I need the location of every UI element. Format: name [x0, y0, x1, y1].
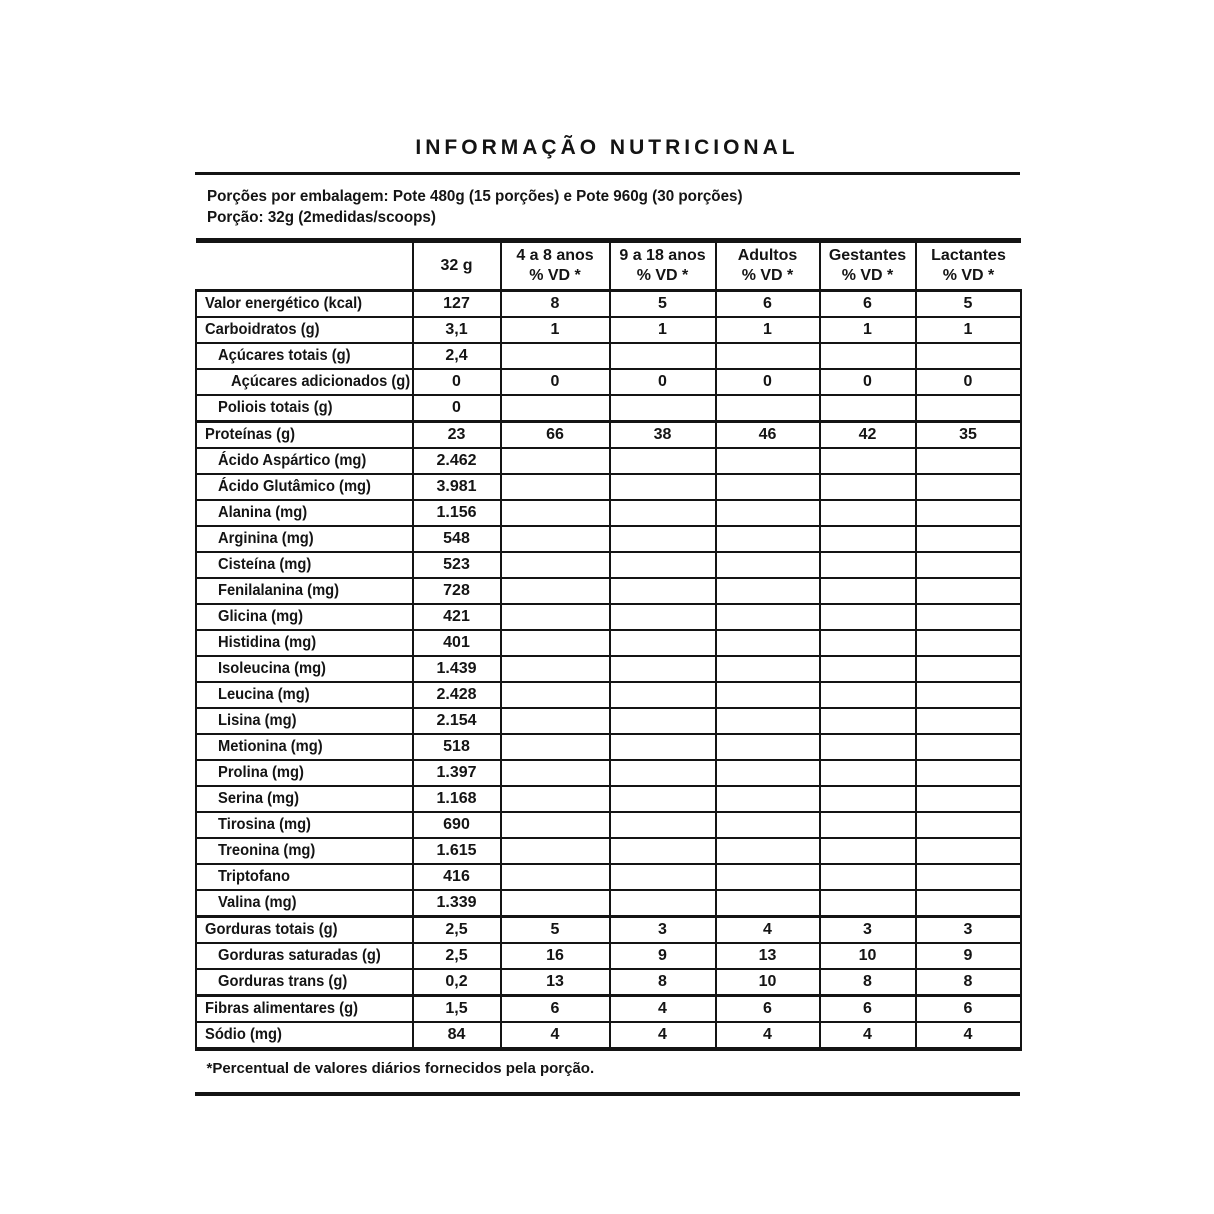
row-amount: 1.339 [413, 890, 501, 917]
row-amount: 3.981 [413, 474, 501, 500]
row-amount: 127 [413, 291, 501, 318]
row-vd-value: 1 [916, 317, 1021, 343]
row-amount: 23 [413, 422, 501, 449]
row-vd-value [716, 343, 820, 369]
row-label-cell [196, 708, 413, 734]
row-label-cell [196, 448, 413, 474]
row-vd-value [501, 578, 610, 604]
table-header [196, 241, 1021, 291]
header-group-subtitle: % VD * [636, 267, 689, 284]
row-label-cell [196, 526, 413, 552]
row-vd-value: 10 [820, 943, 916, 969]
row-vd-value [820, 760, 916, 786]
row-vd-value: 4 [610, 996, 716, 1023]
row-vd-value [916, 708, 1021, 734]
row-vd-value [916, 343, 1021, 369]
table-row [196, 317, 1021, 343]
row-vd-value [716, 604, 820, 630]
table-row [196, 760, 1021, 786]
row-vd-value [820, 395, 916, 422]
row-amount: 0,2 [413, 969, 501, 996]
table-row [196, 578, 1021, 604]
row-label: Histidina (mg) [217, 634, 316, 651]
row-vd-value [820, 682, 916, 708]
table-row [196, 474, 1021, 500]
row-vd-value [820, 552, 916, 578]
header-amount: 32 g [413, 241, 501, 291]
row-amount: 523 [413, 552, 501, 578]
row-vd-value [610, 760, 716, 786]
row-vd-value [916, 682, 1021, 708]
row-label-cell [196, 734, 413, 760]
row-vd-value [501, 864, 610, 890]
row-vd-value [916, 500, 1021, 526]
row-vd-value [916, 890, 1021, 917]
row-vd-value [820, 343, 916, 369]
row-vd-value [916, 812, 1021, 838]
row-label: Lisina (mg) [217, 712, 297, 729]
row-vd-value [716, 474, 820, 500]
header-group-subtitle: % VD * [841, 267, 894, 284]
row-vd-value [610, 552, 716, 578]
row-amount: 416 [413, 864, 501, 890]
table-body [196, 291, 1021, 1050]
row-label: Ácido Aspártico (mg) [217, 452, 366, 469]
table-row [196, 604, 1021, 630]
row-vd-value [716, 734, 820, 760]
row-label-cell [196, 890, 413, 917]
row-vd-value [916, 838, 1021, 864]
row-amount: 1,5 [413, 996, 501, 1023]
row-amount: 1.397 [413, 760, 501, 786]
header-row [196, 241, 1021, 291]
row-vd-value: 42 [820, 422, 916, 449]
row-vd-value [716, 656, 820, 682]
row-vd-value: 6 [820, 291, 916, 318]
row-amount: 690 [413, 812, 501, 838]
row-vd-value: 6 [820, 996, 916, 1023]
row-amount: 2,5 [413, 917, 501, 944]
row-vd-value [501, 500, 610, 526]
row-vd-value [716, 500, 820, 526]
row-vd-value [916, 448, 1021, 474]
row-vd-value: 6 [716, 996, 820, 1023]
table-row [196, 996, 1021, 1023]
table-row [196, 838, 1021, 864]
row-label: Isoleucina (mg) [217, 660, 326, 677]
row-vd-value [610, 708, 716, 734]
row-vd-value [716, 786, 820, 812]
row-label: Prolina (mg) [217, 764, 304, 781]
header-group [610, 241, 716, 291]
row-vd-value [820, 864, 916, 890]
row-label-cell [196, 917, 413, 944]
table-row [196, 500, 1021, 526]
row-vd-value [610, 604, 716, 630]
row-label-cell [196, 838, 413, 864]
row-vd-value: 0 [501, 369, 610, 395]
header-group-title: 9 a 18 anos [619, 247, 706, 264]
row-vd-value [501, 760, 610, 786]
row-vd-value [610, 786, 716, 812]
row-label-cell [196, 969, 413, 996]
row-vd-value [610, 682, 716, 708]
table-row [196, 343, 1021, 369]
row-vd-value [501, 708, 610, 734]
row-vd-value [501, 786, 610, 812]
row-vd-value [716, 682, 820, 708]
table-row [196, 448, 1021, 474]
row-label-cell [196, 656, 413, 682]
table-row [196, 682, 1021, 708]
row-vd-value: 3 [916, 917, 1021, 944]
row-vd-value [501, 630, 610, 656]
row-vd-value [916, 552, 1021, 578]
row-vd-value: 8 [501, 291, 610, 318]
row-label-cell [196, 500, 413, 526]
row-vd-value [610, 474, 716, 500]
table-row [196, 943, 1021, 969]
row-label-cell [196, 996, 413, 1023]
row-label: Gorduras trans (g) [217, 973, 347, 990]
row-vd-value [820, 630, 916, 656]
row-vd-value [501, 343, 610, 369]
row-vd-value: 0 [610, 369, 716, 395]
row-vd-value [610, 448, 716, 474]
row-label: Fenilalanina (mg) [217, 582, 339, 599]
row-vd-value: 1 [716, 317, 820, 343]
header-group [916, 241, 1021, 291]
row-label-cell [196, 395, 413, 422]
row-vd-value: 5 [501, 917, 610, 944]
row-label: Gorduras saturadas (g) [217, 947, 381, 964]
table-row [196, 708, 1021, 734]
row-label: Alanina (mg) [217, 504, 307, 521]
row-amount: 728 [413, 578, 501, 604]
row-vd-value: 6 [916, 996, 1021, 1023]
row-vd-value [716, 578, 820, 604]
row-label-cell [196, 682, 413, 708]
header-group-subtitle: % VD * [741, 267, 794, 284]
row-label-cell [196, 552, 413, 578]
row-vd-value [820, 812, 916, 838]
table-row [196, 422, 1021, 449]
row-amount: 421 [413, 604, 501, 630]
header-group-title: Adultos [737, 247, 798, 264]
row-vd-value [501, 656, 610, 682]
row-vd-value: 16 [501, 943, 610, 969]
row-label: Fibras alimentares (g) [204, 1000, 358, 1017]
row-label-cell [196, 943, 413, 969]
row-vd-value: 8 [820, 969, 916, 996]
row-vd-value [820, 474, 916, 500]
footnote-text: *Percentual de valores diários fornecidos pela porção. [206, 1060, 595, 1077]
serving-size-text: Porção: 32g (2medidas/scoops) [206, 209, 436, 226]
row-vd-value [501, 526, 610, 552]
row-vd-value: 1 [501, 317, 610, 343]
row-vd-value: 3 [610, 917, 716, 944]
row-vd-value [820, 786, 916, 812]
table-row [196, 630, 1021, 656]
nutrition-table [195, 238, 1022, 1051]
row-vd-value [820, 448, 916, 474]
table-row [196, 812, 1021, 838]
row-vd-value [610, 578, 716, 604]
row-amount: 84 [413, 1022, 501, 1049]
row-vd-value [716, 448, 820, 474]
row-label: Açúcares totais (g) [217, 347, 351, 364]
row-vd-value [610, 630, 716, 656]
row-label-cell [196, 291, 413, 318]
row-label: Açúcares adicionados (g) [230, 373, 410, 390]
table-row [196, 786, 1021, 812]
row-vd-value: 1 [820, 317, 916, 343]
row-label: Gorduras totais (g) [204, 921, 337, 938]
row-vd-value [716, 630, 820, 656]
row-vd-value [916, 656, 1021, 682]
row-vd-value [716, 552, 820, 578]
table-row [196, 552, 1021, 578]
row-label-cell [196, 604, 413, 630]
row-label-cell [196, 578, 413, 604]
row-vd-value [820, 890, 916, 917]
nutrition-label [195, 0, 1020, 1096]
row-amount: 1.168 [413, 786, 501, 812]
row-label-cell [196, 343, 413, 369]
header-group [501, 241, 610, 291]
table-row [196, 969, 1021, 996]
row-vd-value: 8 [916, 969, 1021, 996]
row-vd-value: 4 [501, 1022, 610, 1049]
row-vd-value [610, 864, 716, 890]
row-vd-value [501, 448, 610, 474]
row-vd-value [916, 474, 1021, 500]
row-vd-value [610, 395, 716, 422]
row-vd-value [916, 734, 1021, 760]
row-vd-value: 1 [610, 317, 716, 343]
header-group-title: 4 a 8 anos [516, 247, 594, 264]
row-vd-value [716, 864, 820, 890]
row-label: Tirosina (mg) [217, 816, 311, 833]
row-vd-value: 4 [916, 1022, 1021, 1049]
row-vd-value [916, 395, 1021, 422]
footnote [195, 1051, 1020, 1096]
row-label: Treonina (mg) [217, 842, 315, 859]
row-label-cell [196, 864, 413, 890]
row-vd-value [820, 838, 916, 864]
row-amount: 1.439 [413, 656, 501, 682]
row-vd-value: 0 [716, 369, 820, 395]
row-vd-value [610, 526, 716, 552]
row-vd-value [820, 578, 916, 604]
row-label-cell [196, 369, 413, 395]
row-vd-value [716, 760, 820, 786]
row-label: Glicina (mg) [217, 608, 303, 625]
table-row [196, 1022, 1021, 1049]
header-group-title: Lactantes [931, 247, 1006, 264]
row-label: Valor energético (kcal) [204, 295, 362, 312]
row-amount: 0 [413, 369, 501, 395]
row-label: Arginina (mg) [217, 530, 314, 547]
row-vd-value [610, 838, 716, 864]
row-vd-value [501, 812, 610, 838]
row-vd-value [916, 578, 1021, 604]
table-row [196, 734, 1021, 760]
row-vd-value [610, 343, 716, 369]
servings-per-package-text: Porções por embalagem: Pote 480g (15 porções) e Pote 960g (30 porções) [206, 188, 743, 205]
header-group-subtitle: % VD * [942, 267, 995, 284]
row-vd-value: 5 [610, 291, 716, 318]
row-vd-value [716, 812, 820, 838]
row-label: Carboidratos (g) [204, 321, 319, 338]
row-label-cell [196, 1022, 413, 1049]
row-vd-value [916, 760, 1021, 786]
row-vd-value [916, 786, 1021, 812]
row-vd-value [501, 474, 610, 500]
header-group-title: Gestantes [828, 247, 907, 264]
table-row [196, 395, 1021, 422]
row-vd-value [916, 526, 1021, 552]
row-vd-value [716, 890, 820, 917]
row-label-cell [196, 317, 413, 343]
row-vd-value [501, 734, 610, 760]
row-vd-value [916, 630, 1021, 656]
row-label: Triptofano [217, 868, 290, 885]
row-vd-value: 8 [610, 969, 716, 996]
table-row [196, 656, 1021, 682]
row-label: Valina (mg) [217, 894, 297, 911]
row-amount: 548 [413, 526, 501, 552]
serving-size-line [207, 207, 1020, 228]
row-label: Ácido Glutâmico (mg) [217, 478, 371, 495]
row-vd-value: 4 [610, 1022, 716, 1049]
row-amount: 2.154 [413, 708, 501, 734]
row-vd-value [820, 500, 916, 526]
serving-info [195, 172, 1020, 238]
row-vd-value [716, 395, 820, 422]
row-vd-value [501, 890, 610, 917]
row-label: Cisteína (mg) [217, 556, 311, 573]
row-label-cell [196, 786, 413, 812]
row-amount: 2.428 [413, 682, 501, 708]
table-row [196, 890, 1021, 917]
row-vd-value [610, 500, 716, 526]
row-vd-value: 4 [820, 1022, 916, 1049]
row-vd-value [501, 604, 610, 630]
row-vd-value [501, 552, 610, 578]
header-group-subtitle: % VD * [529, 267, 581, 284]
row-vd-value: 6 [501, 996, 610, 1023]
row-amount: 2,5 [413, 943, 501, 969]
row-label: Sódio (mg) [204, 1026, 282, 1043]
servings-per-package-line [207, 186, 1020, 207]
row-vd-value [501, 838, 610, 864]
row-amount: 2,4 [413, 343, 501, 369]
row-vd-value: 66 [501, 422, 610, 449]
row-vd-value [610, 812, 716, 838]
row-vd-value: 4 [716, 917, 820, 944]
row-label-cell [196, 474, 413, 500]
row-amount: 0 [413, 395, 501, 422]
row-vd-value: 13 [501, 969, 610, 996]
row-vd-value: 35 [916, 422, 1021, 449]
row-label: Leucina (mg) [217, 686, 310, 703]
row-amount: 1.615 [413, 838, 501, 864]
page-title: INFORMAÇÃO NUTRICIONAL [415, 136, 799, 159]
header-corner [196, 241, 413, 291]
row-vd-value [501, 682, 610, 708]
header-group [820, 241, 916, 291]
row-vd-value: 9 [610, 943, 716, 969]
row-label: Proteínas (g) [204, 426, 295, 443]
row-label: Metionina (mg) [217, 738, 323, 755]
table-row [196, 369, 1021, 395]
row-vd-value [916, 604, 1021, 630]
row-vd-value: 9 [916, 943, 1021, 969]
row-vd-value [501, 395, 610, 422]
row-vd-value: 13 [716, 943, 820, 969]
table-row [196, 864, 1021, 890]
row-vd-value [610, 890, 716, 917]
table-row [196, 917, 1021, 944]
row-vd-value: 4 [716, 1022, 820, 1049]
row-vd-value [820, 656, 916, 682]
row-label-cell [196, 630, 413, 656]
header-group [716, 241, 820, 291]
row-label: Poliois totais (g) [217, 399, 332, 416]
row-vd-value [820, 734, 916, 760]
table-row [196, 291, 1021, 318]
row-amount: 518 [413, 734, 501, 760]
row-vd-value: 0 [916, 369, 1021, 395]
row-vd-value: 10 [716, 969, 820, 996]
row-vd-value [820, 708, 916, 734]
row-vd-value: 6 [716, 291, 820, 318]
row-vd-value [716, 708, 820, 734]
row-vd-value: 5 [916, 291, 1021, 318]
row-label-cell [196, 812, 413, 838]
row-vd-value [916, 864, 1021, 890]
row-label-cell [196, 760, 413, 786]
table-row [196, 526, 1021, 552]
row-vd-value [820, 604, 916, 630]
row-vd-value: 0 [820, 369, 916, 395]
row-vd-value [820, 526, 916, 552]
row-vd-value [716, 526, 820, 552]
row-amount: 2.462 [413, 448, 501, 474]
row-vd-value [610, 656, 716, 682]
row-amount: 3,1 [413, 317, 501, 343]
row-label-cell [196, 422, 413, 449]
row-vd-value: 38 [610, 422, 716, 449]
row-label: Serina (mg) [217, 790, 299, 807]
row-vd-value: 46 [716, 422, 820, 449]
row-vd-value: 3 [820, 917, 916, 944]
row-vd-value [716, 838, 820, 864]
row-amount: 1.156 [413, 500, 501, 526]
row-amount: 401 [413, 630, 501, 656]
row-vd-value [610, 734, 716, 760]
